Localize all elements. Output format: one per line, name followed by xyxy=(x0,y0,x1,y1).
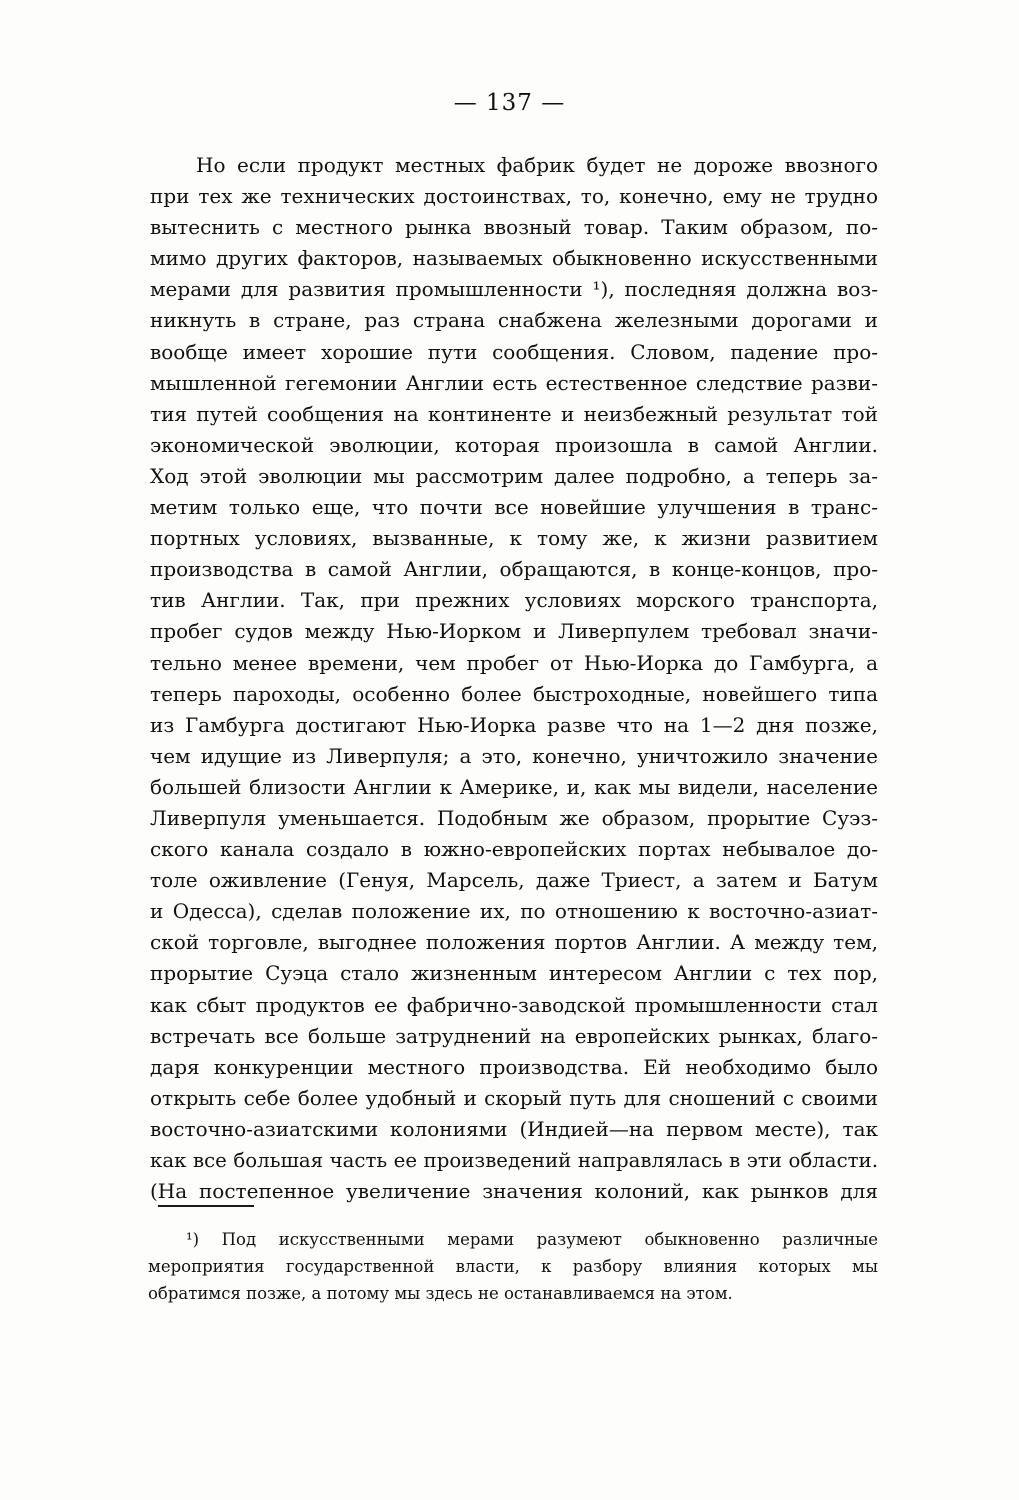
text-line: открыть себе более удобный и скорый путь для сношений с своими xyxy=(150,1085,878,1110)
text-line: при тех же технических достоинствах, то, конечно, ему не трудно xyxy=(150,184,878,209)
text-line: из Гамбурга достигают Нью-Иорка разве что на 1—2 дня позже, xyxy=(150,712,878,737)
text-line: пробег судов между Нью-Иорком и Ливерпулем требовал значи- xyxy=(150,619,878,644)
text-line: (На постепенное увеличение значения колоний, как рынков для xyxy=(150,1179,878,1204)
text-line: вытеснить с местного рынка ввозный товар. Таким образом, по- xyxy=(150,215,878,240)
text-line: как сбыт продуктов ее фабрично-заводской промышленности стал xyxy=(150,992,878,1017)
text-line: мышленной гегемонии Англии есть естественное следствие разви- xyxy=(150,370,878,395)
text-line: Ливерпуля уменьшается. Подобным же образом, прорытие Суэз- xyxy=(150,805,878,830)
footnote xyxy=(148,1226,878,1307)
text-line: тив Англии. Так, при прежних условиях морского транспорта, xyxy=(150,588,878,613)
page-number: — 137 — xyxy=(453,90,566,116)
text-line: экономической эволюции, которая произошла в самой Англии. xyxy=(150,432,878,457)
text-line: тельно менее времени, чем пробег от Нью-Иорка до Гамбурга, а xyxy=(150,650,878,675)
text-line: как все большая часть ее произведений направлялась в эти области. xyxy=(150,1149,878,1172)
text-line: мимо других факторов, называемых обыкновенно искусственными xyxy=(150,246,878,271)
text-line: никнуть в стране, раз страна снабжена железными дорогами и xyxy=(150,308,878,333)
text-line: прорытие Суэца стало жизненным интересом Англии с тех пор, xyxy=(150,961,878,986)
text-line: встречать все больше затруднений на европейских рынках, благо- xyxy=(150,1023,878,1048)
text-line: и Одесса), сделав положение их, по отношению к восточно-азиат- xyxy=(150,899,878,924)
text-line: чем идущие из Ливерпуля; а это, конечно, уничтожило значение xyxy=(150,743,878,768)
text-line: Но если продукт местных фабрик будет не дороже ввозного xyxy=(196,153,878,177)
footnote-line: обратимся позже, а потому мы здесь не останавливаемся на этом. xyxy=(148,1284,733,1303)
footnote-divider xyxy=(158,1205,254,1207)
text-line: даря конкуренции местного производства. Ей необходимо было xyxy=(150,1054,878,1079)
text-line: тия путей сообщения на континенте и неизбежный результат той xyxy=(150,401,878,426)
text-line: ского канала создало в южно-европейских портах небывалое до- xyxy=(150,837,878,862)
text-line: теперь пароходы, особенно более быстроходные, новейшего типа xyxy=(150,681,878,706)
text-line: толе оживление (Генуя, Марсель, даже Триест, а затем и Батум xyxy=(150,868,878,893)
footnote-line: мероприятия государственной власти, к разбору влияния которых мы xyxy=(148,1257,878,1276)
text-line: Ход этой эволюции мы рассмотрим далее подробно, а теперь за- xyxy=(150,463,878,488)
footnote-line: ¹) Под искусственными мерами разумеют обыкновенно различные xyxy=(186,1230,878,1249)
text-line: мерами для развития промышленности ¹), последняя должна воз- xyxy=(150,277,878,302)
text-line: вообще имеет хорошие пути сообщения. Словом, падение про- xyxy=(150,339,878,364)
text-line: восточно-азиатскими колониями (Индией—на первом месте), так xyxy=(150,1116,878,1141)
body-text xyxy=(150,150,878,1207)
text-line: большей близости Англии к Америке, и, как мы видели, население xyxy=(150,774,878,799)
text-line: ской торговле, выгоднее положения портов Англии. А между тем, xyxy=(150,930,878,955)
text-line: производства в самой Англии, обращаются, в конце-концов, про- xyxy=(150,557,878,582)
text-line: портных условиях, вызванные, к тому же, к жизни развитием xyxy=(150,526,878,551)
text-line: метим только еще, что почти все новейшие улучшения в транс- xyxy=(150,495,878,520)
